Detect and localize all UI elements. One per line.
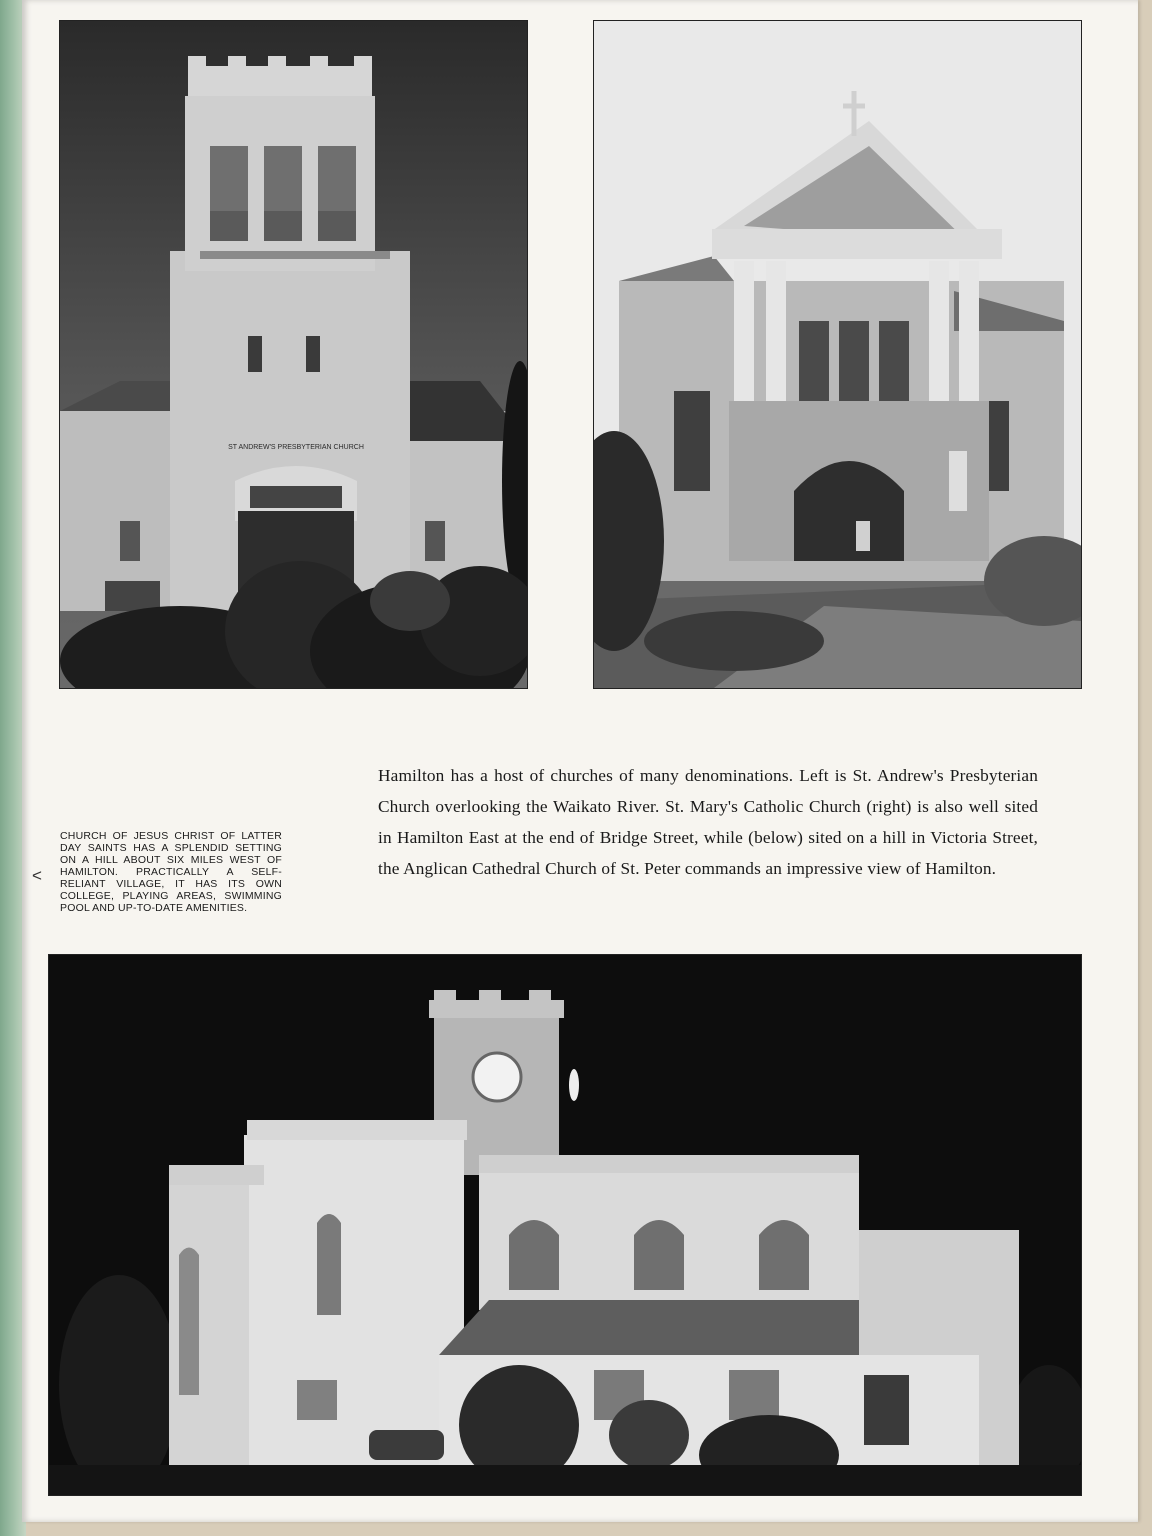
- photo-st-andrews-church: [59, 20, 528, 689]
- church-sign-text: ST ANDREW'S PRESBYTERIAN CHURCH: [228, 444, 364, 451]
- photo-st-peters-cathedral: [48, 954, 1082, 1496]
- photo-st-marys-church: [593, 20, 1082, 689]
- book-page: [22, 0, 1138, 1522]
- main-caption: Hamilton has a host of churches of many denominations. Left is St. Andrew's Presbyterian Church overlooking the Waikato River. St. Mary's Catholic Church (right) is also well sited in Hamilton East at the end of Bridge Street, while (below) sited on a hill in Victoria Street, the Anglican Cathedral Church of St. Peter commands an impressive view of Hamilton.: [378, 766, 1038, 878]
- caption-arrow: <: [32, 866, 42, 885]
- side-caption: CHURCH OF JESUS CHRIST OF LATTER DAY SAINTS HAS A SPLENDID SETTING ON A HILL ABOUT SIX MILES WEST OF HAMILTON. PRACTICALLY A SELF-RELIANT VILLAGE, IT HAS ITS OWN COLLEGE, PLAYING AREAS, SWIMMING POOL AND UP-TO-DATE AMENITIES.: [60, 830, 282, 914]
